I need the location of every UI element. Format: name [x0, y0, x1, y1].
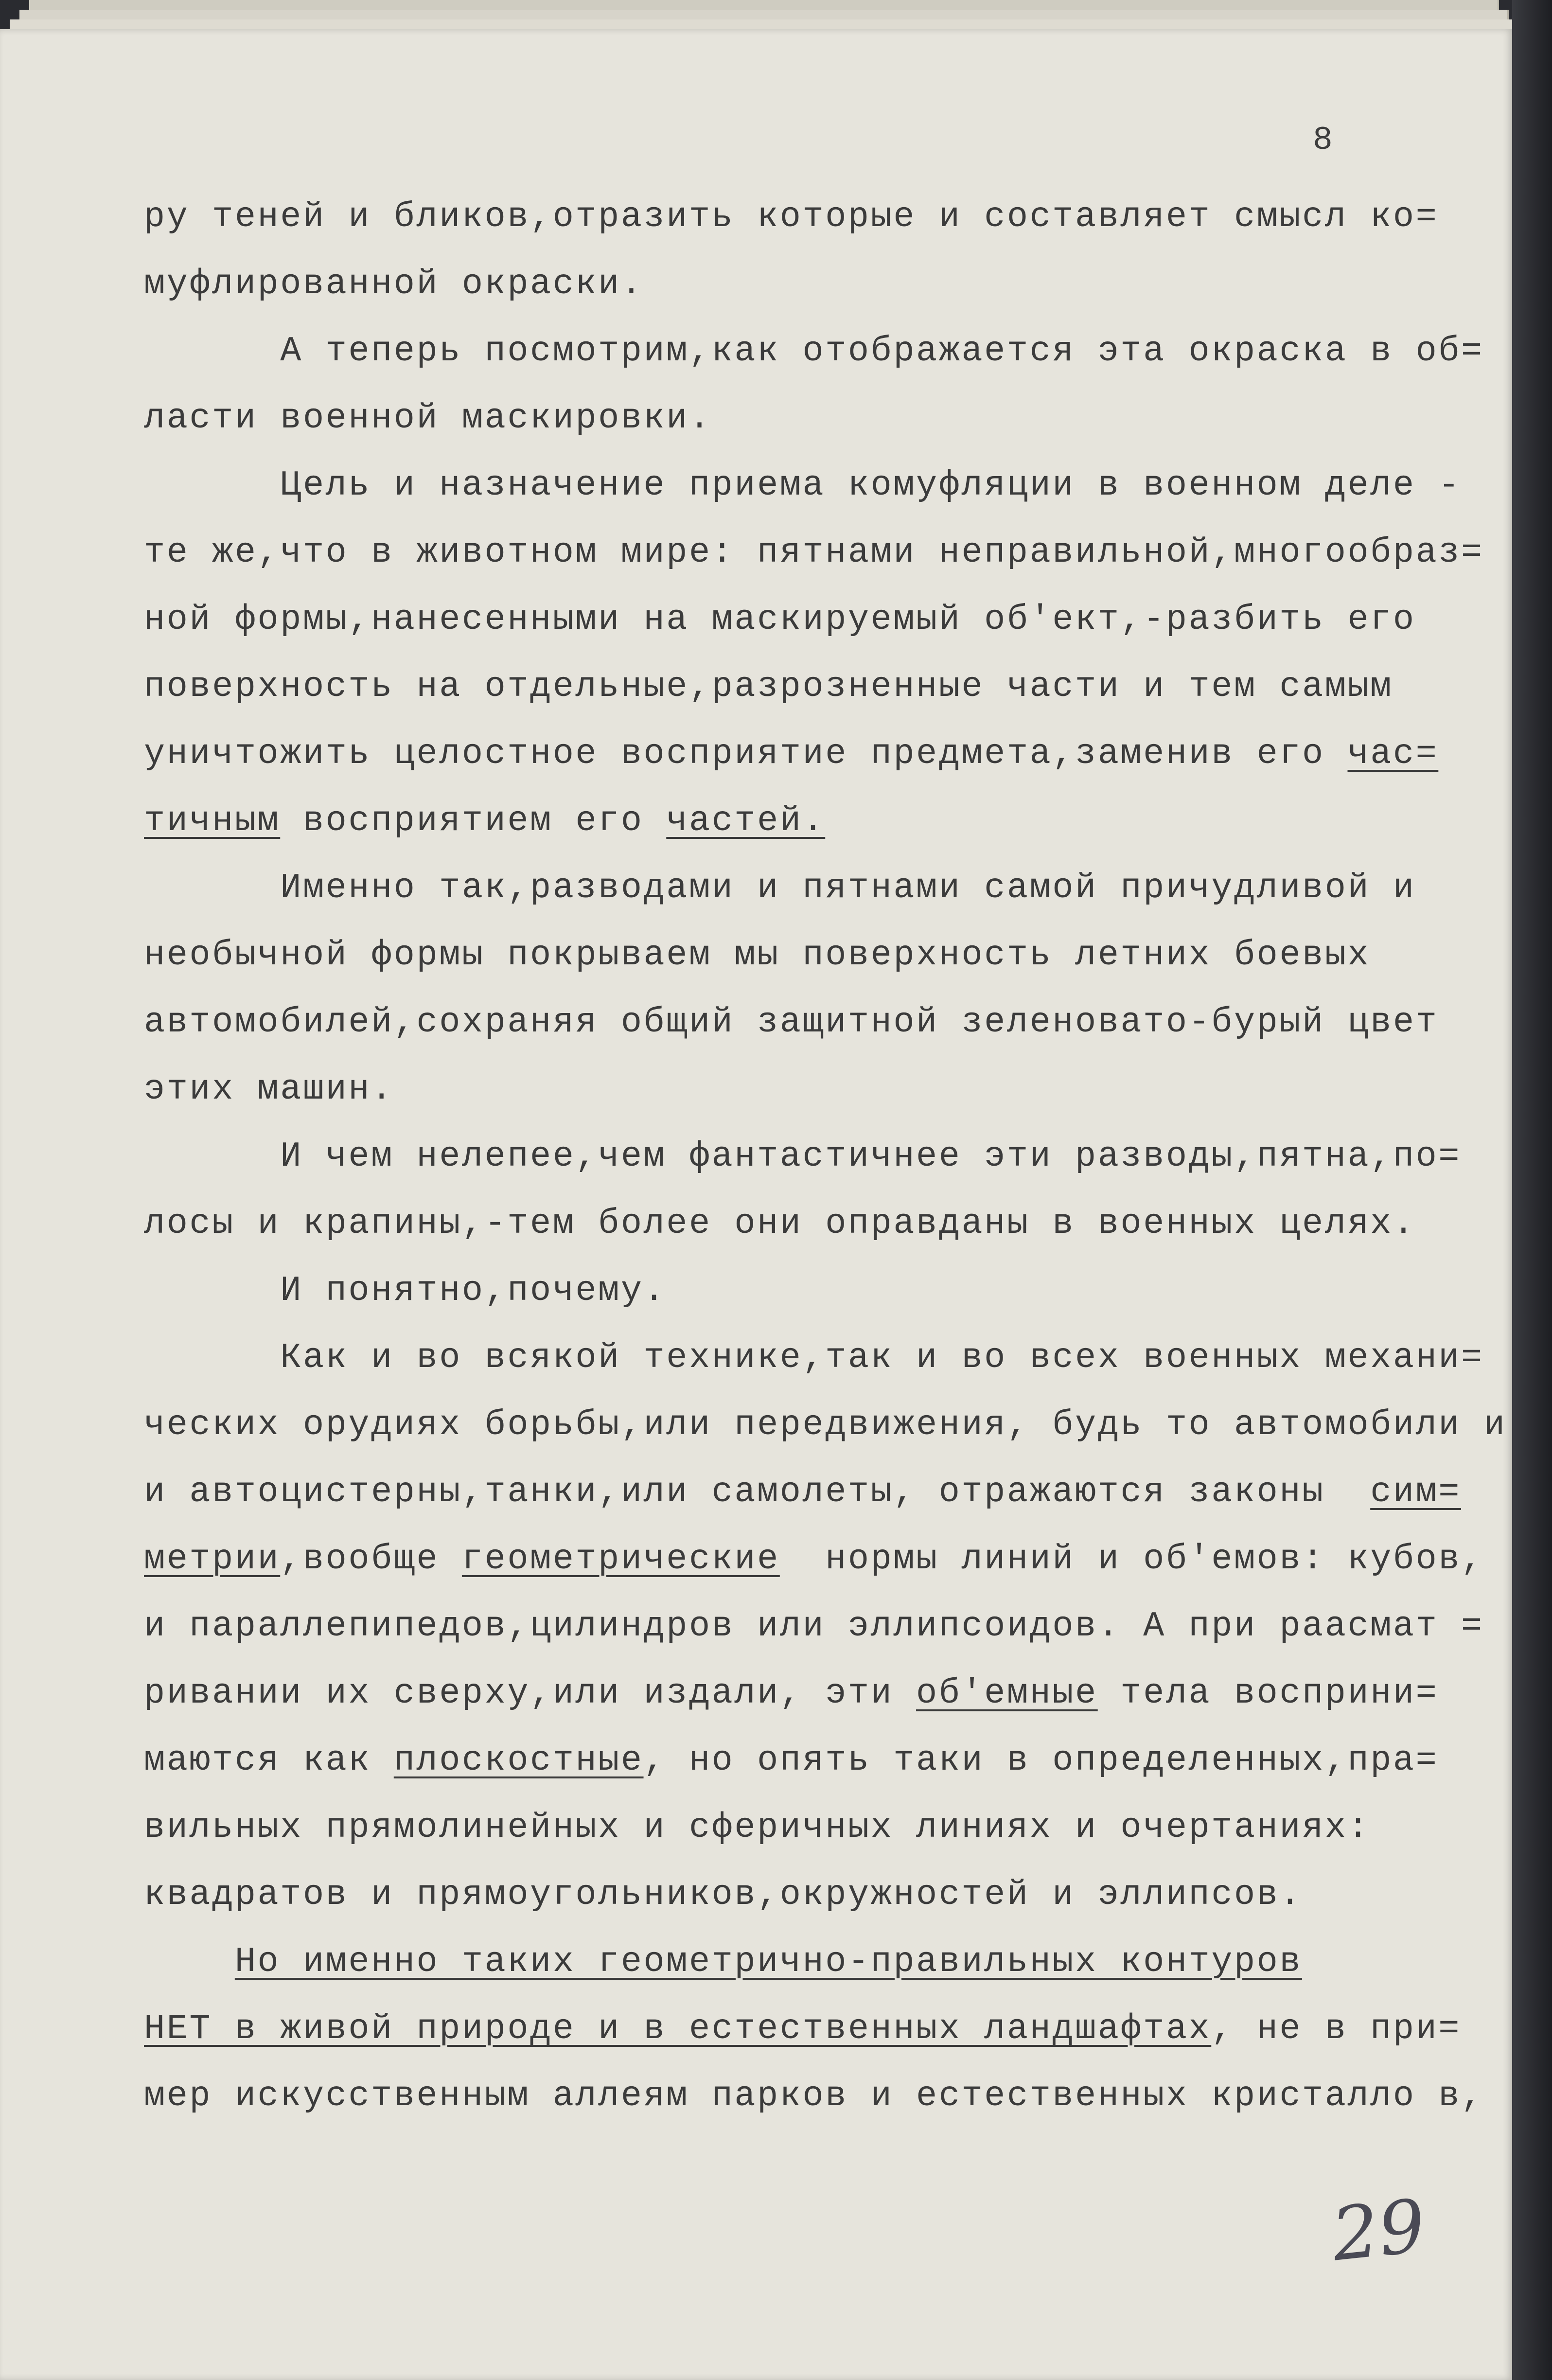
text-line: [144, 1539, 1484, 1579]
text-segment: И чем нелепее,чем фантастичнее эти разводы,пятна,по=: [144, 1137, 1462, 1176]
text-segment: Как и во всякой технике,так и во всех военных механи=: [144, 1338, 1484, 1378]
text-line: [144, 602, 1416, 637]
text-line: [144, 535, 1484, 570]
text-line: [144, 1206, 1416, 1241]
text-segment: И понятно,почему.: [144, 1271, 667, 1311]
text-segment: ческих орудиях борьбы,или передвижения, будь то автомобили и: [144, 1405, 1507, 1445]
text-line: [144, 1271, 667, 1311]
text-line: [144, 1810, 1370, 1845]
text-line: [144, 667, 1393, 707]
text-segment: [144, 1942, 235, 1982]
text-line: [144, 1405, 1507, 1445]
text-segment: А теперь посмотрим,как отображается эта окраска в об=: [144, 331, 1484, 371]
text-segment: , но опять таки в определенных,пра=: [643, 1741, 1439, 1780]
text-segment: необычной формы покрываем мы поверхность летних боевых: [144, 935, 1371, 975]
underlined-segment: метрии: [144, 1539, 281, 1579]
underlined-segment: об'емные: [916, 1673, 1098, 1713]
text-segment: поверхность на отдельные,разрозненные части и тем самым: [144, 667, 1393, 707]
text-line: [144, 935, 1371, 975]
underlined-segment: плоскостные: [393, 1741, 644, 1780]
text-segment: восприятием его: [280, 801, 667, 841]
underlined-segment: частей.: [666, 801, 826, 841]
text-segment: маются как: [144, 1741, 394, 1780]
scan-background-edge: [1512, 0, 1552, 2380]
underlined-segment: Но именно таких геометрично-правильных контуров: [234, 1942, 1303, 1982]
text-line: [144, 1002, 1439, 1042]
text-segment: и автоцистерны,танки,или самолеты, отражаются законы: [144, 1472, 1371, 1512]
text-line: [144, 1942, 1303, 1982]
text-segment: Именно так,разводами и пятнами самой причудливой и: [144, 868, 1416, 908]
text-segment: , не в при=: [1211, 2009, 1462, 2049]
text-segment: мер искусственным аллеям парков и естественных кристалло в,: [144, 2076, 1484, 2116]
text-segment: ру теней и бликов,отразить которые и составляет смысл ко=: [144, 197, 1439, 237]
text-segment: этих машин.: [144, 1069, 394, 1109]
underlined-segment: сим=: [1370, 1472, 1462, 1512]
text-segment: лосы и крапины,-тем более они оправданы в военных целях.: [144, 1204, 1416, 1243]
text-segment: и параллепипедов,цилиндров или эллипсоидов. А при раасмат =: [144, 1606, 1484, 1646]
text-segment: те же,что в животном мире: пятнами неправильной,многообраз=: [144, 533, 1484, 572]
text-segment: тела восприни=: [1097, 1673, 1439, 1713]
text-segment: уничтожить целостное восприятие предмета,заменив его: [144, 734, 1348, 774]
text-line: [144, 1606, 1484, 1646]
text-segment: ной формы,нанесенными на маскируемый об'ект,-разбить его: [144, 600, 1416, 639]
text-line: [144, 801, 826, 841]
page-number: 8: [1313, 122, 1334, 159]
text-line: [144, 197, 1439, 237]
text-segment: вильных прямолинейных и сферичных линиях и очертаниях:: [144, 1808, 1371, 1847]
text-segment: муфлированной окраски.: [144, 264, 644, 304]
text-segment: ,вообще: [280, 1539, 462, 1579]
text-line: [144, 870, 1416, 906]
text-line: [144, 1743, 1438, 1778]
text-line: [144, 2009, 1462, 2049]
text-line: [144, 398, 712, 438]
text-line: [144, 1338, 1484, 1378]
text-segment: ласти военной маскировки.: [144, 398, 712, 438]
text-line: [144, 465, 1462, 505]
text-segment: ривании их сверху,или издали, эти: [144, 1673, 917, 1713]
text-line: [144, 1673, 1439, 1713]
text-line: [144, 266, 644, 302]
text-line: [144, 1069, 394, 1109]
text-line: [144, 1139, 1461, 1174]
text-line: [144, 734, 1439, 774]
text-line: [144, 1474, 1461, 1510]
underlined-segment: геометрические: [461, 1539, 780, 1579]
typewritten-page: [0, 29, 1512, 2380]
text-line: [144, 331, 1484, 371]
handwritten-archive-number: 29: [1328, 2184, 1429, 2278]
underlined-segment: тичным: [144, 801, 281, 841]
underlined-segment: НЕТ в живой природе и в естественных ландшафтах: [144, 2009, 1212, 2049]
text-line: [144, 2078, 1484, 2114]
text-line: [144, 1875, 1303, 1915]
text-segment: нормы линий и об'емов: кубов,: [779, 1539, 1484, 1579]
text-segment: автомобилей,сохраняя общий защитной зеленовато-бурый цвет: [144, 1002, 1439, 1042]
underlined-segment: час=: [1347, 734, 1439, 774]
text-segment: квадратов и прямоугольников,окружностей и эллипсов.: [144, 1875, 1303, 1915]
text-segment: Цель и назначение приема комуфляции в военном деле -: [144, 465, 1462, 505]
